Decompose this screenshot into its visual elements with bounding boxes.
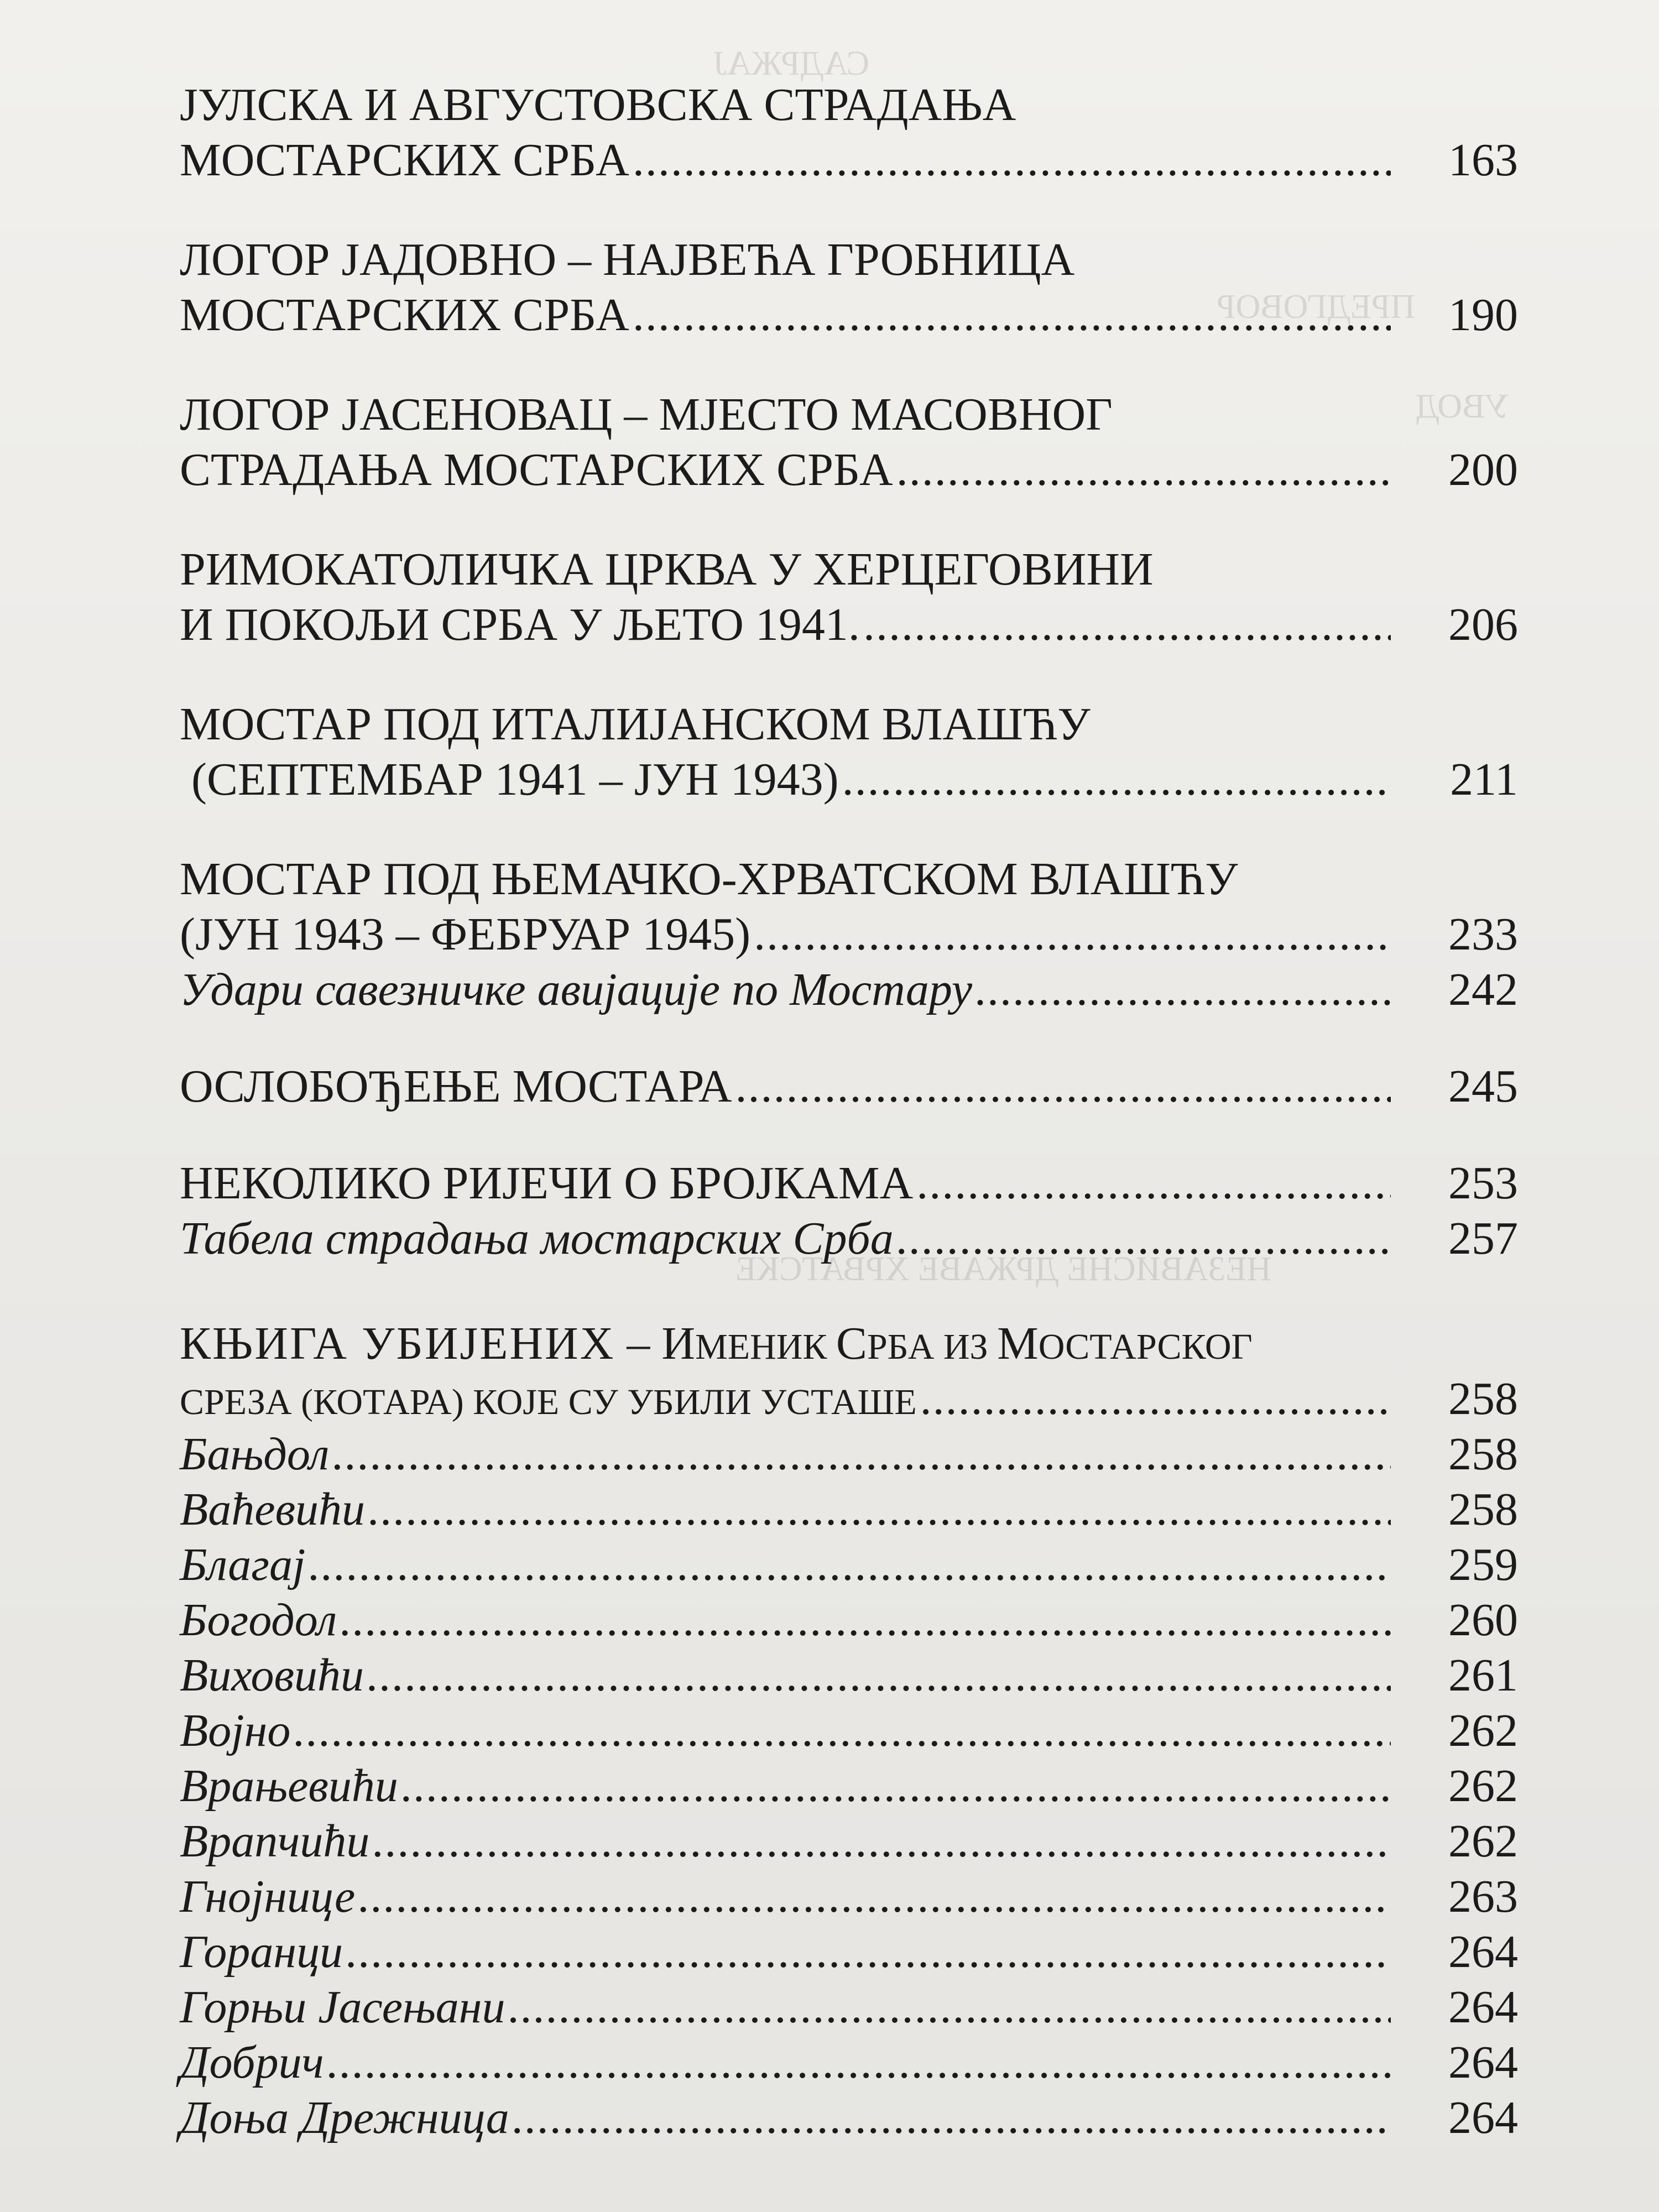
title-part: И bbox=[661, 1318, 696, 1369]
toc-entry[interactable] bbox=[180, 387, 1518, 498]
page-number: 253 bbox=[1448, 1157, 1518, 1209]
page-number: 258 bbox=[1448, 1428, 1518, 1480]
bleed-through-title: САДРЖАЈ bbox=[713, 45, 870, 82]
page-number: 263 bbox=[1448, 1871, 1518, 1922]
list-item[interactable] bbox=[180, 1759, 1518, 1814]
entry-title-line: ЛОГОР ЈАДОВНО – НАЈВЕЋА ГРОБНИЦА bbox=[180, 234, 1075, 285]
page-number: 245 bbox=[1448, 1061, 1518, 1112]
title-part: РБА ИЗ bbox=[867, 1327, 998, 1367]
list-item[interactable] bbox=[180, 1482, 1518, 1537]
dot-leader bbox=[975, 962, 1391, 1018]
page-number: 258 bbox=[1448, 1373, 1518, 1425]
entry-title-line: МОСТАРСКИХ СРБА bbox=[180, 289, 629, 341]
page-number: 242 bbox=[1448, 964, 1518, 1015]
dot-leader bbox=[633, 133, 1391, 188]
dot-leader bbox=[863, 597, 1391, 653]
dot-leader bbox=[897, 1211, 1391, 1266]
dot-leader bbox=[358, 1869, 1391, 1924]
title-part: С bbox=[836, 1318, 867, 1369]
dot-leader bbox=[513, 2090, 1391, 2146]
title-part: ОСТАРСКОГ bbox=[1038, 1327, 1253, 1367]
list-item[interactable] bbox=[180, 1869, 1518, 1924]
page-number: 233 bbox=[1448, 909, 1518, 960]
title-part: КЊИГА УБИЈЕНИХ bbox=[180, 1318, 615, 1369]
page-number: 262 bbox=[1448, 1815, 1518, 1867]
page-number: 262 bbox=[1448, 1705, 1518, 1756]
page-number: 190 bbox=[1448, 289, 1518, 341]
toc-entry[interactable] bbox=[180, 1059, 1518, 1114]
page-number: 200 bbox=[1448, 444, 1518, 495]
sub-entry-title: Удари савезничке авијације по Мостару bbox=[180, 964, 973, 1015]
entry-title-line: (ЈУН 1943 – ФЕБРУАР 1945) bbox=[180, 909, 751, 960]
place-name: Добрич bbox=[180, 2037, 324, 2088]
title-dash: – bbox=[615, 1318, 662, 1369]
entry-title-line: МОСТАРСКИХ СРБА bbox=[180, 134, 629, 186]
page-number: 264 bbox=[1448, 2092, 1518, 2143]
list-item[interactable] bbox=[180, 1814, 1518, 1869]
page-number: 264 bbox=[1448, 1981, 1518, 2033]
list-item[interactable] bbox=[180, 1427, 1518, 1482]
toc-entry[interactable] bbox=[180, 1156, 1518, 1266]
page-number: 260 bbox=[1448, 1594, 1518, 1646]
dot-leader bbox=[754, 907, 1391, 962]
toc-entry[interactable] bbox=[180, 232, 1518, 343]
dot-leader bbox=[896, 442, 1391, 498]
entry-title-line: МОСТАР ПОД ИТАЛИЈАНСКОМ ВЛАШЋУ bbox=[180, 698, 1091, 750]
place-name: Бањдол bbox=[180, 1428, 330, 1480]
page-number: 211 bbox=[1450, 754, 1518, 805]
place-name: Baћевићи bbox=[180, 1484, 366, 1535]
title-part: МЕНИК bbox=[695, 1327, 836, 1367]
title-part: М bbox=[997, 1318, 1039, 1369]
entry-title-line: РИМОКАТОЛИЧКА ЦРКВА У ХЕРЦЕГОВИНИ bbox=[180, 544, 1154, 595]
page-number: 206 bbox=[1448, 599, 1518, 650]
list-item[interactable] bbox=[180, 1703, 1518, 1759]
place-name: Виховићи bbox=[180, 1650, 364, 1701]
place-name: Благај bbox=[180, 1539, 306, 1590]
entry-title-line: ЛОГОР ЈАСЕНОВАЦ – МЈЕСТО МАСОВНОГ bbox=[180, 389, 1113, 440]
page-number: 258 bbox=[1448, 1484, 1518, 1535]
page-number: 264 bbox=[1448, 2037, 1518, 2088]
page-number: 257 bbox=[1448, 1213, 1518, 1264]
dot-leader bbox=[916, 1156, 1391, 1211]
dot-leader bbox=[327, 2035, 1391, 2090]
dot-leader bbox=[294, 1703, 1391, 1759]
toc-entry[interactable] bbox=[180, 77, 1518, 188]
dot-leader bbox=[346, 1924, 1391, 1980]
list-item[interactable] bbox=[180, 1980, 1518, 2035]
entry-title-line: СТРАДАЊА МОСТАРСКИХ СРБА bbox=[180, 444, 893, 495]
place-name: Војно bbox=[180, 1705, 291, 1756]
toc-entry[interactable] bbox=[180, 542, 1518, 653]
dot-leader bbox=[920, 1371, 1391, 1427]
page-number: 259 bbox=[1448, 1539, 1518, 1590]
entry-title-line: НЕКОЛИКО РИЈЕЧИ О БРОЈКАМА bbox=[180, 1157, 914, 1209]
entry-title-line: (СЕПТЕМБАР 1941 – ЈУН 1943) bbox=[180, 754, 839, 805]
place-name: Горњи Јасењани bbox=[180, 1981, 505, 2033]
list-item[interactable] bbox=[180, 1924, 1518, 1980]
list-item[interactable] bbox=[180, 1593, 1518, 1648]
dot-leader bbox=[401, 1759, 1391, 1814]
sub-entry-title: Табела страдања мостарских Срба bbox=[180, 1213, 894, 1264]
entry-title-line: ЈУЛСКА И АВГУСТОВСКА СТРАДАЊА bbox=[180, 79, 1016, 131]
place-name: Горанци bbox=[180, 1926, 343, 1978]
bleed-through-heading: НЕЗАВИСНЕ ДРЖАВЕ ХРВАТСКЕ bbox=[735, 1250, 1271, 1288]
list-item[interactable] bbox=[180, 2035, 1518, 2090]
place-name: Доња Дрежница bbox=[180, 2092, 509, 2143]
place-name: Гнојнице bbox=[180, 1871, 356, 1922]
dot-leader bbox=[373, 1814, 1391, 1869]
page-number: 264 bbox=[1448, 1926, 1518, 1978]
dot-leader bbox=[332, 1427, 1391, 1482]
dot-leader bbox=[842, 752, 1391, 807]
entry-title-line: МОСТАР ПОД ЊЕМАЧКО-ХРВАТСКОМ ВЛАШЋУ bbox=[180, 853, 1238, 905]
place-list bbox=[180, 1427, 1518, 2146]
dot-leader bbox=[367, 1648, 1391, 1703]
list-item[interactable] bbox=[180, 1648, 1518, 1703]
list-item[interactable] bbox=[180, 1537, 1518, 1593]
list-item[interactable] bbox=[180, 2090, 1518, 2146]
dot-leader bbox=[368, 1482, 1391, 1537]
dot-leader bbox=[633, 288, 1391, 343]
entry-title-line: ОСЛОБОЂЕЊЕ МОСТАРА bbox=[180, 1061, 732, 1112]
dot-leader bbox=[340, 1593, 1391, 1648]
toc-entry[interactable] bbox=[180, 697, 1518, 807]
page-number: 262 bbox=[1448, 1760, 1518, 1812]
page-number: 261 bbox=[1448, 1650, 1518, 1701]
place-name: Врањевићи bbox=[180, 1760, 398, 1812]
toc-entry-book-of-killed[interactable] bbox=[180, 1316, 1518, 2146]
toc-entry[interactable] bbox=[180, 852, 1518, 1018]
dot-leader bbox=[735, 1059, 1391, 1114]
entry-title-line: И ПОКОЉИ СРБА У ЉЕТО 1941. bbox=[180, 599, 860, 650]
page-number: 163 bbox=[1448, 134, 1518, 186]
dot-leader bbox=[508, 1980, 1391, 2035]
dot-leader bbox=[309, 1537, 1391, 1593]
bleed-through-intro: УВОД bbox=[1416, 388, 1510, 425]
place-name: Богодол bbox=[180, 1594, 337, 1646]
entry-title-line bbox=[180, 1316, 1253, 1375]
bleed-through-preface: ПРЕДГОВОР bbox=[1217, 288, 1416, 326]
entry-title-line: СРЕЗА (КОТАРА) КОЈЕ СУ УБИЛИ УСТАШЕ bbox=[180, 1382, 917, 1422]
place-name: Врапчићи bbox=[180, 1815, 370, 1867]
